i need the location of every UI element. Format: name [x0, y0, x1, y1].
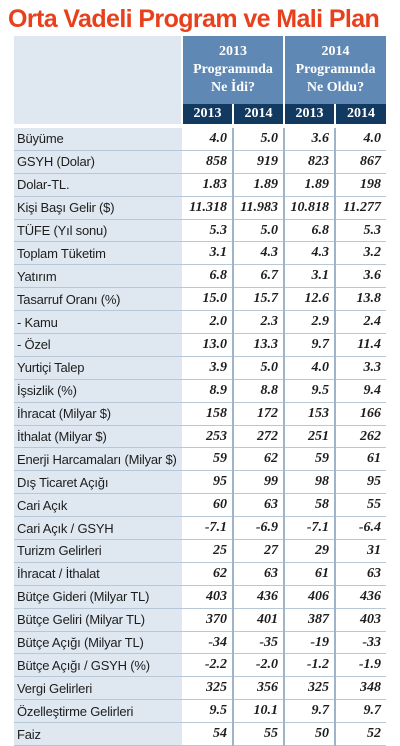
row-value: 9.7 [284, 334, 335, 357]
row-label: İhracat / İthalat [14, 562, 182, 585]
row-value: 8.9 [182, 379, 233, 402]
table-row [14, 219, 386, 242]
row-value: 98 [284, 471, 335, 494]
row-value: 272 [233, 425, 284, 448]
page-title: Orta Vadeli Program ve Mali Plan [8, 5, 380, 33]
row-label: Enerji Harcamaları (Milyar $) [14, 448, 182, 471]
row-label: TÜFE (Yıl sonu) [14, 219, 182, 242]
row-label: İşsizlik (%) [14, 379, 182, 402]
group-header-line: Ne Oldu? [306, 80, 365, 95]
table-row [14, 517, 386, 540]
row-value: 61 [335, 448, 386, 471]
row-value: 62 [233, 448, 284, 471]
group-header-2013 [182, 36, 284, 104]
row-value: 29 [284, 540, 335, 563]
row-value: 55 [233, 723, 284, 746]
row-value: 10.818 [284, 196, 335, 219]
row-value: 99 [233, 471, 284, 494]
table-row [14, 150, 386, 173]
row-label: Yatırım [14, 265, 182, 288]
row-value: 59 [284, 448, 335, 471]
row-label: Yurtiçi Talep [14, 356, 182, 379]
table-row [14, 334, 386, 357]
row-value: 348 [335, 677, 386, 700]
table-row [14, 196, 386, 219]
row-value: 5.3 [182, 219, 233, 242]
row-value: 6.8 [182, 265, 233, 288]
row-label: Bütçe Açığı / GSYH (%) [14, 654, 182, 677]
row-value: -6.4 [335, 517, 386, 540]
table-row [14, 723, 386, 746]
row-value: 9.5 [284, 379, 335, 402]
group-header-line: 2014 [321, 44, 350, 59]
row-value: 166 [335, 402, 386, 425]
row-value: 403 [182, 585, 233, 608]
row-value: 11.277 [335, 196, 386, 219]
year-header: 2014 [233, 104, 284, 124]
row-value: 436 [233, 585, 284, 608]
table-row [14, 631, 386, 654]
group-header-line: Programında [295, 62, 376, 77]
row-value: -1.9 [335, 654, 386, 677]
row-value: 262 [335, 425, 386, 448]
row-value: 403 [335, 608, 386, 631]
row-value: 4.3 [284, 242, 335, 265]
table-row [14, 562, 386, 585]
table-row [14, 288, 386, 311]
table-row [14, 311, 386, 334]
row-value: 58 [284, 494, 335, 517]
row-value: 63 [335, 562, 386, 585]
row-value: 158 [182, 402, 233, 425]
table-body [14, 128, 386, 746]
row-value: 4.0 [182, 128, 233, 150]
row-value: 858 [182, 150, 233, 173]
row-value: 13.0 [182, 334, 233, 357]
group-header-2014 [284, 36, 386, 104]
row-label: Dış Ticaret Açığı [14, 471, 182, 494]
row-value: 3.1 [284, 265, 335, 288]
row-value: 401 [233, 608, 284, 631]
row-value: 6.7 [233, 265, 284, 288]
row-label: - Özel [14, 334, 182, 357]
row-value: 5.0 [233, 356, 284, 379]
row-label: GSYH (Dolar) [14, 150, 182, 173]
row-value: 31 [335, 540, 386, 563]
row-value: 6.8 [284, 219, 335, 242]
row-value: 867 [335, 150, 386, 173]
row-value: 3.6 [284, 128, 335, 150]
row-value: 13.3 [233, 334, 284, 357]
row-label: Dolar-TL. [14, 173, 182, 196]
data-table [14, 36, 386, 746]
row-value: 9.7 [284, 700, 335, 723]
row-value: 4.0 [335, 128, 386, 150]
row-value: 2.3 [233, 311, 284, 334]
row-value: 4.0 [284, 356, 335, 379]
row-value: 1.89 [233, 173, 284, 196]
row-value: 3.3 [335, 356, 386, 379]
table-row [14, 379, 386, 402]
row-value: 356 [233, 677, 284, 700]
table-row [14, 540, 386, 563]
row-value: 919 [233, 150, 284, 173]
year-header: 2013 [284, 104, 335, 124]
row-value: -7.1 [182, 517, 233, 540]
row-value: 3.6 [335, 265, 386, 288]
row-value: 253 [182, 425, 233, 448]
row-value: 15.7 [233, 288, 284, 311]
table-row [14, 700, 386, 723]
table-row [14, 677, 386, 700]
row-value: 25 [182, 540, 233, 563]
group-header-line: Ne İdi? [211, 80, 255, 95]
row-value: -33 [335, 631, 386, 654]
row-value: 55 [335, 494, 386, 517]
row-value: -35 [233, 631, 284, 654]
row-label: Bütçe Geliri (Milyar TL) [14, 608, 182, 631]
row-value: 50 [284, 723, 335, 746]
group-header-line: 2013 [219, 44, 247, 59]
row-value: 325 [284, 677, 335, 700]
row-value: 60 [182, 494, 233, 517]
table-row [14, 265, 386, 288]
row-value: 8.8 [233, 379, 284, 402]
row-label: Büyüme [14, 128, 182, 150]
row-value: 13.8 [335, 288, 386, 311]
row-value: 9.4 [335, 379, 386, 402]
table-row [14, 654, 386, 677]
table-row [14, 425, 386, 448]
table-row [14, 471, 386, 494]
row-value: 52 [335, 723, 386, 746]
row-label: Kişi Başı Gelir ($) [14, 196, 182, 219]
row-value: 823 [284, 150, 335, 173]
row-value: 9.5 [182, 700, 233, 723]
row-label: Bütçe Gideri (Milyar TL) [14, 585, 182, 608]
row-value: -2.2 [182, 654, 233, 677]
row-value: 9.7 [335, 700, 386, 723]
row-value: 172 [233, 402, 284, 425]
row-label: Vergi Gelirleri [14, 677, 182, 700]
row-value: 2.4 [335, 311, 386, 334]
row-value: 63 [233, 562, 284, 585]
row-value: 436 [335, 585, 386, 608]
row-value: -7.1 [284, 517, 335, 540]
row-value: 54 [182, 723, 233, 746]
year-header: 2013 [182, 104, 233, 124]
row-value: 11.983 [233, 196, 284, 219]
row-value: 5.0 [233, 219, 284, 242]
row-value: 3.1 [182, 242, 233, 265]
row-value: 5.3 [335, 219, 386, 242]
row-value: 62 [182, 562, 233, 585]
row-value: -19 [284, 631, 335, 654]
table-row [14, 173, 386, 196]
table-row [14, 402, 386, 425]
row-value: 406 [284, 585, 335, 608]
table-row [14, 585, 386, 608]
row-value: 10.1 [233, 700, 284, 723]
table-row [14, 356, 386, 379]
row-value: 4.3 [233, 242, 284, 265]
header-blank-cell [14, 104, 182, 124]
row-label: Özelleştirme Gelirleri [14, 700, 182, 723]
table-row [14, 242, 386, 265]
table-row [14, 494, 386, 517]
row-value: 198 [335, 173, 386, 196]
row-value: -34 [182, 631, 233, 654]
row-value: 2.0 [182, 311, 233, 334]
row-value: 61 [284, 562, 335, 585]
row-value: -6.9 [233, 517, 284, 540]
row-value: 27 [233, 540, 284, 563]
row-label: İthalat (Milyar $) [14, 425, 182, 448]
row-value: 370 [182, 608, 233, 631]
row-label: Faiz [14, 723, 182, 746]
row-value: 251 [284, 425, 335, 448]
row-label: - Kamu [14, 311, 182, 334]
row-value: 59 [182, 448, 233, 471]
row-value: 63 [233, 494, 284, 517]
row-value: 15.0 [182, 288, 233, 311]
table-row [14, 608, 386, 631]
table-year-header-row [14, 104, 386, 124]
row-value: 11.4 [335, 334, 386, 357]
row-value: 3.2 [335, 242, 386, 265]
row-value: 11.318 [182, 196, 233, 219]
row-value: -1.2 [284, 654, 335, 677]
row-label: Toplam Tüketim [14, 242, 182, 265]
row-value: 95 [335, 471, 386, 494]
row-value: -2.0 [233, 654, 284, 677]
row-value: 5.0 [233, 128, 284, 150]
row-label: Cari Açık [14, 494, 182, 517]
row-value: 1.89 [284, 173, 335, 196]
group-header-line: Programında [193, 62, 273, 77]
row-label: İhracat (Milyar $) [14, 402, 182, 425]
row-value: 95 [182, 471, 233, 494]
table-group-header-row [14, 36, 386, 104]
header-blank-cell [14, 36, 182, 104]
table-row [14, 448, 386, 471]
row-label: Tasarruf Oranı (%) [14, 288, 182, 311]
row-value: 325 [182, 677, 233, 700]
year-header: 2014 [335, 104, 386, 124]
row-label: Cari Açık / GSYH [14, 517, 182, 540]
row-value: 387 [284, 608, 335, 631]
row-value: 3.9 [182, 356, 233, 379]
row-value: 2.9 [284, 311, 335, 334]
row-value: 1.83 [182, 173, 233, 196]
row-label: Bütçe Açığı (Milyar TL) [14, 631, 182, 654]
row-label: Turizm Gelirleri [14, 540, 182, 563]
table-row [14, 128, 386, 150]
row-value: 153 [284, 402, 335, 425]
row-value: 12.6 [284, 288, 335, 311]
